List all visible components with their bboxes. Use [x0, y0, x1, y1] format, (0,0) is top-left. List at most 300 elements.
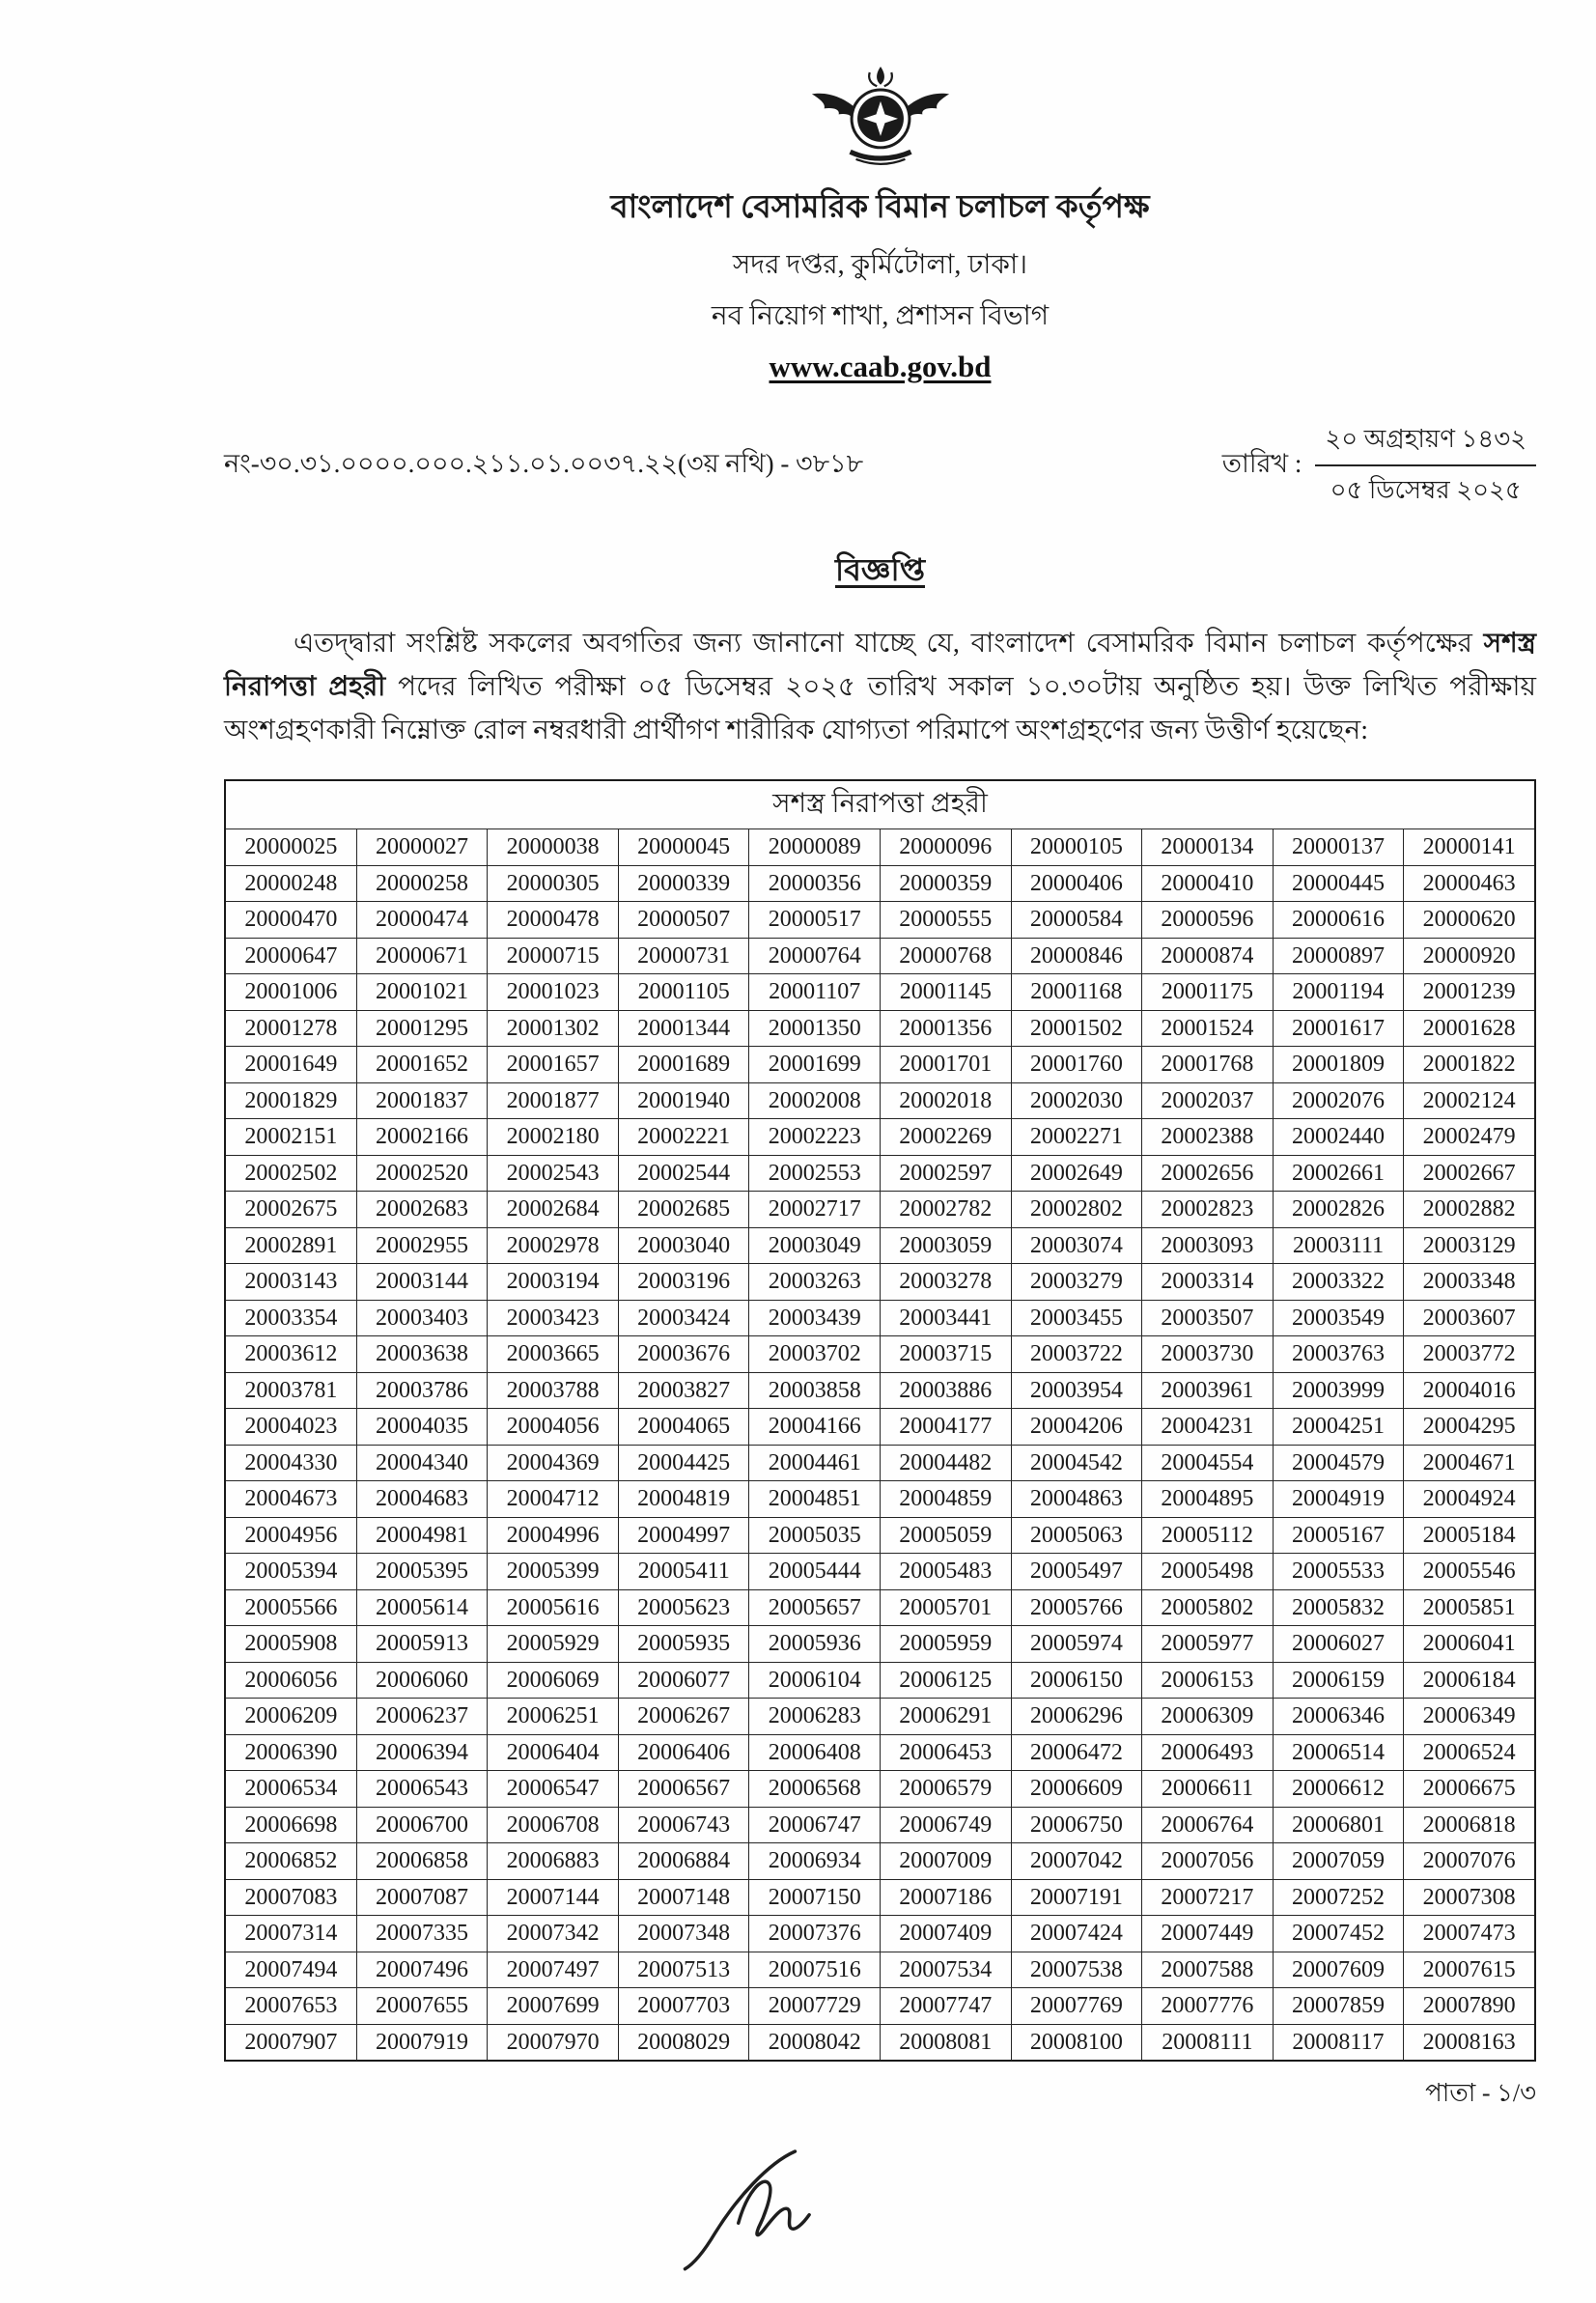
roll-cell: 20002037 — [1142, 1082, 1274, 1119]
roll-cell: 20004996 — [488, 1517, 619, 1554]
roll-cell: 20004683 — [356, 1481, 488, 1518]
roll-cell: 20000474 — [356, 902, 488, 939]
roll-cell: 20006543 — [356, 1771, 488, 1808]
roll-cell: 20003676 — [618, 1336, 749, 1373]
roll-cell: 20002717 — [749, 1192, 881, 1228]
roll-cell: 20002076 — [1273, 1082, 1404, 1119]
table-row — [225, 2024, 1535, 2061]
roll-cell: 20000025 — [225, 829, 356, 866]
roll-cell: 20004579 — [1273, 1445, 1404, 1481]
roll-cell: 20006390 — [225, 1734, 356, 1771]
roll-cell: 20007473 — [1404, 1916, 1535, 1952]
roll-cell: 20006237 — [356, 1699, 488, 1735]
roll-cell: 20001239 — [1404, 974, 1535, 1011]
roll-cell: 20005497 — [1011, 1554, 1142, 1590]
roll-cell: 20001021 — [356, 974, 488, 1011]
roll-cell: 20006251 — [488, 1699, 619, 1735]
roll-cell: 20004819 — [618, 1481, 749, 1518]
roll-cell: 20004712 — [488, 1481, 619, 1518]
website-link[interactable]: www.caab.gov.bd — [769, 350, 992, 383]
roll-cell: 20007588 — [1142, 1952, 1274, 1988]
roll-cell: 20007144 — [488, 1879, 619, 1916]
roll-cell: 20000141 — [1404, 829, 1535, 866]
roll-cell: 20000248 — [225, 865, 356, 902]
roll-cell: 20003781 — [225, 1372, 356, 1409]
roll-cell: 20005977 — [1142, 1626, 1274, 1663]
roll-cell: 20002597 — [880, 1155, 1011, 1192]
roll-cell: 20005766 — [1011, 1589, 1142, 1626]
roll-cell: 20006150 — [1011, 1662, 1142, 1699]
roll-cell: 20004997 — [618, 1517, 749, 1554]
roll-cell: 20007042 — [1011, 1843, 1142, 1880]
roll-cell: 20006125 — [880, 1662, 1011, 1699]
roll-cell: 20006567 — [618, 1771, 749, 1808]
roll-cell: 20001502 — [1011, 1010, 1142, 1047]
roll-cell: 20001657 — [488, 1047, 619, 1083]
roll-cell: 20005533 — [1273, 1554, 1404, 1590]
table-row — [225, 1082, 1535, 1119]
roll-cell: 20006077 — [618, 1662, 749, 1699]
roll-cell: 20005566 — [225, 1589, 356, 1626]
table-row — [225, 1626, 1535, 1663]
roll-cell: 20003441 — [880, 1300, 1011, 1336]
roll-cell: 20007907 — [225, 2024, 356, 2061]
roll-cell: 20003858 — [749, 1372, 881, 1409]
roll-cell: 20005832 — [1273, 1589, 1404, 1626]
roll-cell: 20007449 — [1142, 1916, 1274, 1952]
org-branch: নব নিয়োগ শাখা, প্রশাসন বিভাগ — [711, 301, 1050, 331]
roll-cell: 20004023 — [225, 1409, 356, 1446]
roll-cell: 20002782 — [880, 1192, 1011, 1228]
roll-cell: 20003129 — [1404, 1227, 1535, 1264]
roll-cell: 20004859 — [880, 1481, 1011, 1518]
table-row — [225, 1336, 1535, 1373]
roll-cell: 20006060 — [356, 1662, 488, 1699]
roll-cell: 20007653 — [225, 1988, 356, 2025]
roll-cell: 20005411 — [618, 1554, 749, 1590]
roll-cell: 20003194 — [488, 1264, 619, 1301]
table-row — [225, 1155, 1535, 1192]
roll-cell: 20001701 — [880, 1047, 1011, 1083]
roll-cell: 20007342 — [488, 1916, 619, 1952]
roll-cell: 20007747 — [880, 1988, 1011, 2025]
roll-cell: 20007496 — [356, 1952, 488, 1988]
roll-cell: 20005959 — [880, 1626, 1011, 1663]
roll-cell: 20004895 — [1142, 1481, 1274, 1518]
roll-cell: 20008111 — [1142, 2024, 1274, 2061]
table-row — [225, 1517, 1535, 1554]
roll-cell: 20000584 — [1011, 902, 1142, 939]
table-title-row — [225, 780, 1535, 829]
roll-cell: 20006267 — [618, 1699, 749, 1735]
signature-scribble — [663, 2139, 856, 2274]
roll-cell: 20007186 — [880, 1879, 1011, 1916]
roll-cell: 20002684 — [488, 1192, 619, 1228]
roll-table-body — [225, 829, 1535, 2062]
table-row — [225, 1047, 1535, 1083]
roll-cell: 20003722 — [1011, 1336, 1142, 1373]
notice-body — [224, 623, 1536, 752]
roll-cell: 20004065 — [618, 1409, 749, 1446]
roll-cell: 20008042 — [749, 2024, 881, 2061]
roll-cell: 20006700 — [356, 1807, 488, 1843]
roll-cell: 20000715 — [488, 938, 619, 974]
caab-logo — [224, 64, 1536, 176]
roll-cell: 20001837 — [356, 1082, 488, 1119]
roll-cell: 20007703 — [618, 1988, 749, 2025]
table-row — [225, 1119, 1535, 1156]
roll-cell: 20003196 — [618, 1264, 749, 1301]
roll-cell: 20006184 — [1404, 1662, 1535, 1699]
roll-cell: 20005974 — [1011, 1626, 1142, 1663]
roll-cell: 20002802 — [1011, 1192, 1142, 1228]
roll-cell: 20006858 — [356, 1843, 488, 1880]
roll-cell: 20007308 — [1404, 1879, 1535, 1916]
roll-cell: 20006453 — [880, 1734, 1011, 1771]
roll-cell: 20006764 — [1142, 1807, 1274, 1843]
roll-cell: 20004673 — [225, 1481, 356, 1518]
roll-cell: 20006041 — [1404, 1626, 1535, 1663]
roll-cell: 20001006 — [225, 974, 356, 1011]
roll-cell: 20004166 — [749, 1409, 881, 1446]
notice-body-text-1: এতদ্দ্বারা সংশ্লিষ্ট সকলের অবগতির জন্য জানানো যাচ্ছে যে, বাংলাদেশ বেসামরিক বিমান চলাচল কর্তৃপক্ষের — [294, 629, 1484, 659]
roll-cell: 20000027 — [356, 829, 488, 866]
roll-cell: 20000445 — [1273, 865, 1404, 902]
roll-cell: 20004340 — [356, 1445, 488, 1481]
roll-cell: 20007009 — [880, 1843, 1011, 1880]
roll-cell: 20002520 — [356, 1155, 488, 1192]
roll-cell: 20005399 — [488, 1554, 619, 1590]
roll-cell: 20007497 — [488, 1952, 619, 1988]
roll-cell: 20000764 — [749, 938, 881, 974]
roll-cell: 20007148 — [618, 1879, 749, 1916]
roll-cell: 20003424 — [618, 1300, 749, 1336]
roll-cell: 20005444 — [749, 1554, 881, 1590]
roll-cell: 20003730 — [1142, 1336, 1274, 1373]
roll-cell: 20002180 — [488, 1119, 619, 1156]
roll-cell: 20000731 — [618, 938, 749, 974]
roll-cell: 20001822 — [1404, 1047, 1535, 1083]
roll-cell: 20007513 — [618, 1952, 749, 1988]
roll-cell: 20001168 — [1011, 974, 1142, 1011]
roll-cell: 20007609 — [1273, 1952, 1404, 1988]
roll-cell: 20005035 — [749, 1517, 881, 1554]
roll-cell: 20007729 — [749, 1988, 881, 2025]
roll-cell: 20002553 — [749, 1155, 881, 1192]
roll-cell: 20001145 — [880, 974, 1011, 1011]
org-name: বাংলাদেশ বেসামরিক বিমান চলাচল কর্তৃপক্ষ — [610, 190, 1150, 225]
roll-cell: 20004482 — [880, 1445, 1011, 1481]
roll-cell: 20000507 — [618, 902, 749, 939]
table-row — [225, 1372, 1535, 1409]
roll-cell: 20006579 — [880, 1771, 1011, 1808]
roll-cell: 20000359 — [880, 865, 1011, 902]
table-row — [225, 1699, 1535, 1735]
roll-cell: 20006404 — [488, 1734, 619, 1771]
roll-cell: 20004461 — [749, 1445, 881, 1481]
roll-cell: 20002685 — [618, 1192, 749, 1228]
roll-cell: 20004016 — [1404, 1372, 1535, 1409]
roll-cell: 20003423 — [488, 1300, 619, 1336]
roll-cell: 20001628 — [1404, 1010, 1535, 1047]
roll-cell: 20006547 — [488, 1771, 619, 1808]
roll-cell: 20003354 — [225, 1300, 356, 1336]
roll-cell: 20002661 — [1273, 1155, 1404, 1192]
roll-cell: 20004369 — [488, 1445, 619, 1481]
roll-cell: 20008081 — [880, 2024, 1011, 2061]
roll-cell: 20003263 — [749, 1264, 881, 1301]
roll-cell: 20003093 — [1142, 1227, 1274, 1264]
roll-cell: 20000768 — [880, 938, 1011, 974]
roll-cell: 20006743 — [618, 1807, 749, 1843]
roll-cell: 20003144 — [356, 1264, 488, 1301]
roll-cell: 20006852 — [225, 1843, 356, 1880]
roll-cell: 20001829 — [225, 1082, 356, 1119]
roll-cell: 20003607 — [1404, 1300, 1535, 1336]
table-row — [225, 829, 1535, 866]
roll-cell: 20003348 — [1404, 1264, 1535, 1301]
roll-cell: 20002221 — [618, 1119, 749, 1156]
roll-cell: 20000406 — [1011, 865, 1142, 902]
roll-cell: 20008029 — [618, 2024, 749, 2061]
roll-cell: 20005112 — [1142, 1517, 1274, 1554]
table-row — [225, 1264, 1535, 1301]
roll-cell: 20006056 — [225, 1662, 356, 1699]
roll-cell: 20003954 — [1011, 1372, 1142, 1409]
roll-cell: 20007314 — [225, 1916, 356, 1952]
roll-cell: 20003786 — [356, 1372, 488, 1409]
roll-cell: 20003788 — [488, 1372, 619, 1409]
roll-cell: 20000089 — [749, 829, 881, 866]
roll-cell: 20002502 — [225, 1155, 356, 1192]
roll-cell: 20002667 — [1404, 1155, 1535, 1192]
roll-cell: 20006749 — [880, 1807, 1011, 1843]
roll-cell: 20004251 — [1273, 1409, 1404, 1446]
roll-cell: 20006309 — [1142, 1699, 1274, 1735]
roll-cell: 20001107 — [749, 974, 881, 1011]
roll-cell: 20001350 — [749, 1010, 881, 1047]
roll-cell: 20006675 — [1404, 1771, 1535, 1808]
roll-cell: 20006349 — [1404, 1699, 1535, 1735]
table-row — [225, 865, 1535, 902]
roll-cell: 20002649 — [1011, 1155, 1142, 1192]
roll-cell: 20003715 — [880, 1336, 1011, 1373]
roll-cell: 20000105 — [1011, 829, 1142, 866]
table-row — [225, 1843, 1535, 1880]
roll-cell: 20000410 — [1142, 865, 1274, 902]
table-row — [225, 1988, 1535, 2025]
roll-cell: 20005935 — [618, 1626, 749, 1663]
roll-cell: 20007252 — [1273, 1879, 1404, 1916]
roll-cell: 20007534 — [880, 1952, 1011, 1988]
roll-cell: 20005623 — [618, 1589, 749, 1626]
table-row — [225, 1300, 1535, 1336]
roll-cell: 20002223 — [749, 1119, 881, 1156]
roll-cell: 20001023 — [488, 974, 619, 1011]
roll-cell: 20003507 — [1142, 1300, 1274, 1336]
roll-cell: 20007776 — [1142, 1988, 1274, 2025]
roll-cell: 20001652 — [356, 1047, 488, 1083]
roll-cell: 20007348 — [618, 1916, 749, 1952]
roll-cell: 20006027 — [1273, 1626, 1404, 1663]
roll-cell: 20005546 — [1404, 1554, 1535, 1590]
roll-cell: 20000920 — [1404, 938, 1535, 974]
roll-cell: 20005929 — [488, 1626, 619, 1663]
roll-cell: 20005908 — [225, 1626, 356, 1663]
roll-cell: 20000478 — [488, 902, 619, 939]
roll-cell: 20006153 — [1142, 1662, 1274, 1699]
roll-cell: 20003961 — [1142, 1372, 1274, 1409]
table-row — [225, 1481, 1535, 1518]
roll-cell: 20006611 — [1142, 1771, 1274, 1808]
roll-cell: 20005498 — [1142, 1554, 1274, 1590]
table-row — [225, 1734, 1535, 1771]
roll-cell: 20002440 — [1273, 1119, 1404, 1156]
table-row — [225, 1807, 1535, 1843]
roll-cell: 20003702 — [749, 1336, 881, 1373]
roll-cell: 20003314 — [1142, 1264, 1274, 1301]
roll-cell: 20004035 — [356, 1409, 488, 1446]
roll-cell: 20003772 — [1404, 1336, 1535, 1373]
roll-cell: 20006747 — [749, 1807, 881, 1843]
roll-cell: 20008100 — [1011, 2024, 1142, 2061]
notice-title: বিজ্ঞপ্তি — [834, 552, 926, 587]
roll-cell: 20002151 — [225, 1119, 356, 1156]
roll-cell: 20002823 — [1142, 1192, 1274, 1228]
table-row — [225, 1227, 1535, 1264]
notice-body-text-2: পদের লিখিত পরীক্ষা ০৫ ডিসেম্বর ২০২৫ তারিখ সকাল ১০.৩০টায় অনুষ্ঠিত হয়। উক্ত লিখিত পরীক্ষায় অংশগ্রহণকারী নিম্নোক্ত রোল নম্বরধারী প্রার্থীগণ শারীরিক যোগ্যতা পরিমাপে অংশগ্রহণের জন্য উত্তীর্ণ হয়েছেন: — [224, 671, 1536, 745]
roll-cell: 20003111 — [1273, 1227, 1404, 1264]
page-number: পাতা - ১/৩ — [1425, 2079, 1536, 2108]
roll-cell: 20002008 — [749, 1082, 881, 1119]
roll-cell: 20000897 — [1273, 938, 1404, 974]
roll-cell: 20000305 — [488, 865, 619, 902]
roll-cell: 20002124 — [1404, 1082, 1535, 1119]
roll-cell: 20006708 — [488, 1807, 619, 1843]
roll-cell: 20001649 — [225, 1047, 356, 1083]
table-row — [225, 1879, 1535, 1916]
roll-cell: 20006514 — [1273, 1734, 1404, 1771]
roll-cell: 20006209 — [225, 1699, 356, 1735]
roll-cell: 20006493 — [1142, 1734, 1274, 1771]
roll-cell: 20006296 — [1011, 1699, 1142, 1735]
roll-number-table — [224, 779, 1536, 2062]
roll-cell: 20007655 — [356, 1988, 488, 2025]
roll-cell: 20007699 — [488, 1988, 619, 2025]
roll-cell: 20001699 — [749, 1047, 881, 1083]
roll-cell: 20001524 — [1142, 1010, 1274, 1047]
roll-cell: 20002656 — [1142, 1155, 1274, 1192]
roll-cell: 20000356 — [749, 865, 881, 902]
roll-cell: 20003074 — [1011, 1227, 1142, 1264]
roll-cell: 20007335 — [356, 1916, 488, 1952]
table-row — [225, 1771, 1535, 1808]
roll-cell: 20004425 — [618, 1445, 749, 1481]
roll-cell: 20006568 — [749, 1771, 881, 1808]
roll-cell: 20006801 — [1273, 1807, 1404, 1843]
roll-cell: 20007076 — [1404, 1843, 1535, 1880]
roll-cell: 20003612 — [225, 1336, 356, 1373]
roll-cell: 20003665 — [488, 1336, 619, 1373]
roll-cell: 20006406 — [618, 1734, 749, 1771]
roll-cell: 20004295 — [1404, 1409, 1535, 1446]
roll-cell: 20002388 — [1142, 1119, 1274, 1156]
roll-cell: 20005167 — [1273, 1517, 1404, 1554]
roll-cell: 20006750 — [1011, 1807, 1142, 1843]
roll-cell: 20004671 — [1404, 1445, 1535, 1481]
table-row — [225, 974, 1535, 1011]
roll-cell: 20004177 — [880, 1409, 1011, 1446]
roll-cell: 20000555 — [880, 902, 1011, 939]
table-row — [225, 1554, 1535, 1590]
roll-cell: 20000846 — [1011, 938, 1142, 974]
roll-cell: 20002955 — [356, 1227, 488, 1264]
roll-cell: 20001940 — [618, 1082, 749, 1119]
roll-cell: 20003059 — [880, 1227, 1011, 1264]
roll-cell: 20001344 — [618, 1010, 749, 1047]
memo-number: নং-৩০.৩১.০০০০.০০০.২১১.০১.০০৩৭.২২(৩য় নথি) - ৩৮১৮ — [224, 449, 864, 478]
roll-cell: 20005063 — [1011, 1517, 1142, 1554]
date-stack — [1315, 419, 1536, 513]
table-title: সশস্ত্র নিরাপত্তা প্রহরী — [225, 780, 1535, 829]
caab-emblem-icon — [808, 64, 953, 176]
table-row — [225, 1916, 1535, 1952]
roll-cell: 20000038 — [488, 829, 619, 866]
roll-cell: 20006104 — [749, 1662, 881, 1699]
roll-cell: 20002030 — [1011, 1082, 1142, 1119]
roll-cell: 20006283 — [749, 1699, 881, 1735]
table-row — [225, 1192, 1535, 1228]
roll-cell: 20007859 — [1273, 1988, 1404, 2025]
roll-cell: 20004919 — [1273, 1481, 1404, 1518]
roll-cell: 20006069 — [488, 1662, 619, 1699]
roll-cell: 20007769 — [1011, 1988, 1142, 2025]
roll-cell: 20007083 — [225, 1879, 356, 1916]
roll-cell: 20004924 — [1404, 1481, 1535, 1518]
roll-cell: 20003049 — [749, 1227, 881, 1264]
roll-cell: 20000045 — [618, 829, 749, 866]
roll-cell: 20007191 — [1011, 1879, 1142, 1916]
roll-cell: 20004206 — [1011, 1409, 1142, 1446]
roll-cell: 20007615 — [1404, 1952, 1535, 1988]
roll-cell: 20006394 — [356, 1734, 488, 1771]
roll-cell: 20004981 — [356, 1517, 488, 1554]
roll-cell: 20007970 — [488, 2024, 619, 2061]
roll-cell: 20007890 — [1404, 1988, 1535, 2025]
roll-cell: 20001877 — [488, 1082, 619, 1119]
roll-cell: 20003322 — [1273, 1264, 1404, 1301]
roll-cell: 20007217 — [1142, 1879, 1274, 1916]
roll-cell: 20001175 — [1142, 974, 1274, 1011]
roll-cell: 20007494 — [225, 1952, 356, 1988]
roll-cell: 20008163 — [1404, 2024, 1535, 2061]
table-row — [225, 902, 1535, 939]
roll-cell: 20003638 — [356, 1336, 488, 1373]
signature-icon — [663, 2139, 847, 2274]
roll-cell: 20000258 — [356, 865, 488, 902]
roll-cell: 20002479 — [1404, 1119, 1535, 1156]
roll-cell: 20006472 — [1011, 1734, 1142, 1771]
roll-cell: 20006698 — [225, 1807, 356, 1843]
roll-cell: 20002018 — [880, 1082, 1011, 1119]
date-gregorian: ০৫ ডিসেম্বর ২০২৫ — [1330, 476, 1522, 504]
roll-cell: 20006346 — [1273, 1699, 1404, 1735]
roll-cell: 20007516 — [749, 1952, 881, 1988]
roll-cell: 20002683 — [356, 1192, 488, 1228]
roll-cell: 20001194 — [1273, 974, 1404, 1011]
roll-cell: 20003040 — [618, 1227, 749, 1264]
roll-cell: 20000647 — [225, 938, 356, 974]
